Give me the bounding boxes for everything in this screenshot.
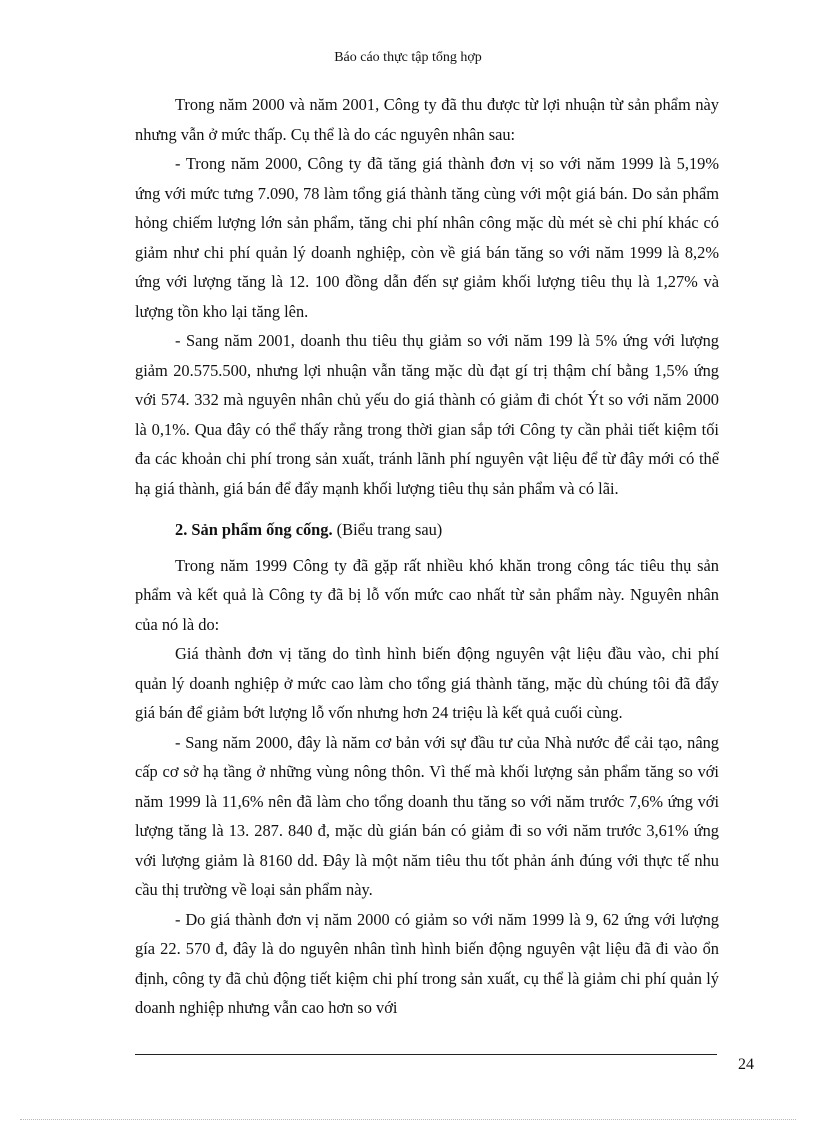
paragraph: Trong năm 2000 và năm 2001, Công ty đã thu được từ lợi nhuận từ sản phẩm này nhưng vẫn ở mức thấp. Cụ thể là do các nguyên nhân sau:	[135, 95, 719, 144]
page-bottom-border	[20, 1119, 796, 1120]
paragraph: Giá thành đơn vị tăng do tình hình biến động nguyên vật liệu đầu vào, chi phí quản lý doanh nghiệp ở mức cao làm cho tổng giá thành tăng, mặc dù chúng tôi đã đẩy giá bán để giảm bớt lượng lỗ vốn nhưng hơn 24 triệu là kết quả cuối cùng.	[135, 644, 719, 722]
paragraph: - Trong năm 2000, Công ty đã tăng giá thành đơn vị so với năm 1999 là 5,19% ứng với mức tưng 7.090, 78 làm tổng giá thành tăng cùng với một giá bán. Do sản phẩm hỏng chiếm lượng lớn sản phẩm, tăng chi phí nhân công mặc dù mét sè chi phí khác có giảm như chi phí quản lý doanh nghiệp, còn về giá bán tăng so với năm 1999 là 8,2% ứng với lượng tăng là 12. 100 đồng dẫn đến sự giảm khối lượng tiêu thụ là 1,27% và lượng tồn kho lại tăng lên.	[135, 154, 719, 321]
section-heading-note: (Biểu trang sau)	[332, 520, 443, 539]
section-heading-title: 2. Sản phẩm ống cống.	[175, 520, 333, 539]
document-body	[135, 90, 719, 1023]
paragraph: - Do giá thành đơn vị năm 2000 có giảm so với năm 1999 là 9, 62 ứng với lượng gía 22. 570 đ, đây là do nguyên nhân tình hình biến động nguyên vật liệu đã đi vào ổn định, công ty đã chủ động tiết kiệm chi phí trong sản xuất, cụ thể là giảm chi phí quản lý doanh nghiệp nhưng vẫn cao hơn so với	[135, 909, 719, 1017]
page-header: Báo cáo thực tập tổng hợp	[334, 50, 482, 65]
footer-divider	[135, 1054, 717, 1055]
paragraph: - Sang năm 2000, đây là năm cơ bản với sự đầu tư của Nhà nước để cải tạo, nâng cấp cơ sở hạ tầng ở những vùng nông thôn. Vì thế mà khối lượng sản phẩm tăng so với năm 1999 là 11,6% nên đã làm cho tổng doanh thu tăng so với năm trước 7,6% ứng với lượng tăng là 13. 287. 840 đ, mặc dù gián bán có giảm đi so với năm trước 3,61% ứng với lượng giảm là 8160 dd. Đây là một năm tiêu thu tốt phản ánh đúng với thực tế nhu cầu thị trường về loại sản phẩm này.	[135, 732, 719, 899]
section-heading	[135, 515, 719, 545]
paragraph: - Sang năm 2001, doanh thu tiêu thụ giảm so với năm 199 là 5% ứng với lượng giảm 20.575.500, nhưng lợi nhuận vẫn tăng mặc dù đạt gí trị thậm chí bằng 1,5% ứng với 574. 332 mà nguyên nhân chủ yếu do giá thành có giảm đi chót Ýt so với năm 2000 là 0,1%. Qua đây có thể thấy rằng trong thời gian sắp tới Công ty cần phải tiết kiệm tối đa các khoản chi phí trong sản xuất, tránh lãnh phí nguyên vật liệu để từ đây mới có thể hạ giá thành, giá bán để đẩy mạnh khối lượng tiêu thụ sản phẩm và có lãi.	[135, 331, 719, 498]
paragraph: Trong năm 1999 Công ty đã gặp rất nhiều khó khăn trong công tác tiêu thụ sản phẩm và kết quả là Công ty đã bị lỗ vốn mức cao nhất từ sản phẩm này. Nguyên nhân của nó là do:	[135, 555, 719, 634]
page-number: 24	[738, 1056, 754, 1073]
